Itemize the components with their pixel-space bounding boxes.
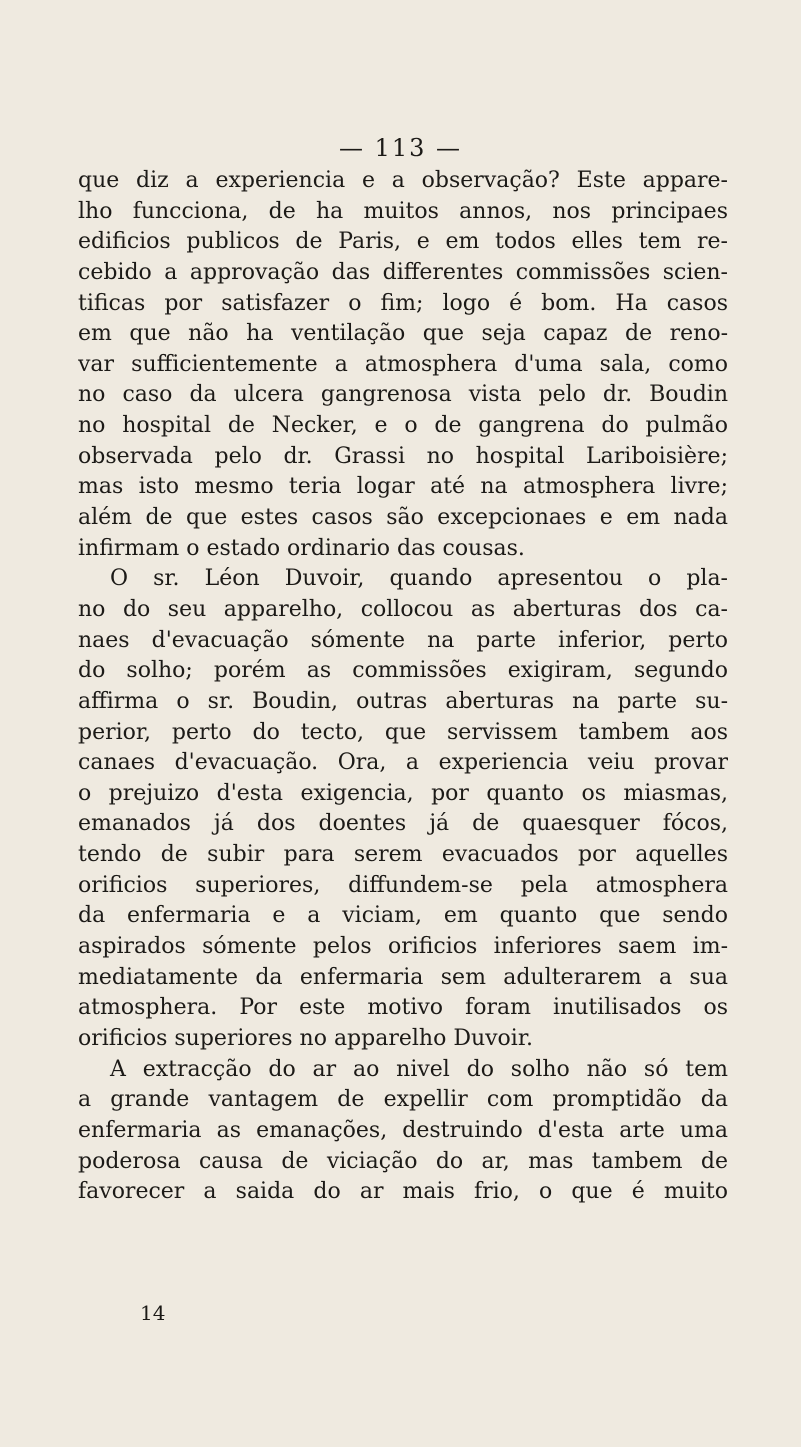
text-line: no caso da ulcera gangrenosa vista pelo dr. Boudin [78,382,728,408]
text-line: mas isto mesmo teria logar até na atmosphera livre; [78,474,728,500]
paragraph-end-line: orificios superiores no apparelho Duvoir. [78,1025,533,1051]
text-line: poderosa causa de viciação do ar, mas tambem de [78,1148,728,1174]
text-line: a grande vantagem de expellir com promptidão da [78,1087,728,1113]
paragraph-end-line: infirmam o estado ordinario das cousas. [78,535,525,561]
text-line: orificios superiores, diffundem-se pela atmosphera [78,872,728,898]
text-line: lho funcciona, de ha muitos annos, nos principaes [78,198,728,224]
text-line: da enfermaria e a viciam, em quanto que sendo [78,903,728,929]
paragraph-start-line: O sr. Léon Duvoir, quando apresentou o pla- [110,566,728,592]
page-number: — 113 — [338,134,463,162]
text-line: do solho; porém as commissões exigiram, segundo [78,658,728,684]
text-line: enfermaria as emanações, destruindo d'esta arte uma [78,1117,728,1143]
text-line: mediatamente da enfermaria sem adulterarem a sua [78,964,728,990]
text-line: em que não ha ventilação que seja capaz de reno- [78,321,728,347]
text-line: observada pelo dr. Grassi no hospital Lariboisière; [78,443,728,469]
text-line: cebido a approvação das differentes commissões scien- [78,259,728,285]
text-line: var sufficientemente a atmosphera d'uma sala, como [78,351,728,377]
text-line: tificas por satisfazer o fim; logo é bom. Ha casos [78,290,728,316]
text-line: além de que estes casos são excepcionaes e em nada [78,505,728,531]
paragraph-start-line: A extracção do ar ao nivel do solho não só tem [110,1056,728,1082]
text-line: atmosphera. Por este motivo foram inutilisados os [78,995,728,1021]
text-line: canaes d'evacuação. Ora, a experiencia veiu provar [78,750,728,776]
text-line: naes d'evacuação sómente na parte inferior, perto [78,627,728,653]
text-line: affirma o sr. Boudin, outras aberturas na parte su- [78,688,728,714]
text-line: favorecer a saida do ar mais frio, o que é muito [78,1179,728,1205]
text-line: o prejuizo d'esta exigencia, por quanto os miasmas, [78,780,728,806]
text-line: tendo de subir para serem evacuados por aquelles [78,842,728,868]
text-line: que diz a experiencia e a observação? Este appare- [78,168,728,193]
text-line: emanados já dos doentes já de quaesquer fócos, [78,811,728,837]
text-line: perior, perto do tecto, que servissem tambem aos [78,719,728,745]
text-line: edificios publicos de Paris, e em todos elles tem re- [78,229,728,255]
text-line: no do seu apparelho, collocou as aberturas dos ca- [78,596,728,622]
signature-mark: 14 [140,1301,166,1325]
body-text [78,166,728,1208]
text-line: aspirados sómente pelos orificios inferiores saem im- [78,934,728,960]
text-line: no hospital de Necker, e o de gangrena do pulmão [78,413,728,439]
